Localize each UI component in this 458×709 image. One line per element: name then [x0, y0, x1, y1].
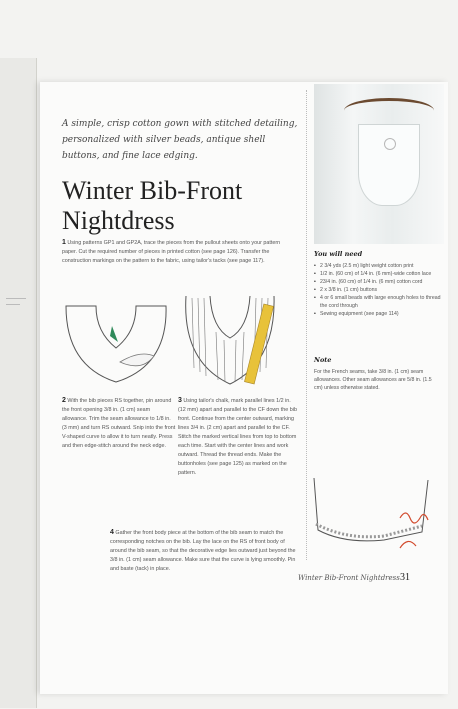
bib-shape: [358, 124, 420, 206]
step-2: [62, 396, 177, 451]
note-heading: Note: [314, 356, 332, 364]
step-number: 4: [110, 529, 114, 536]
intro-text: A simple, crisp cotton gown with stitched detailing, personalized with silver beads, antique shell buttons, and fine lace edging.: [62, 119, 298, 161]
step-number: 3: [178, 397, 182, 404]
hanger-shape: [344, 98, 434, 123]
step-text: Using tailor's chalk, mark parallel lines 1/2 in. (12 mm) apart and parallel to the CF down the bib front. Continue from the center outward, marking lines 3/4 in. (2 cm) apart and parallel to the CF. Stitch the marked vertical lines from top to bottom each time. Start with the center lines and work outward. Thread the thread ends. Make the buttonholes (see page 125) as marked on the pattern.: [178, 398, 297, 476]
page-number: 31: [400, 572, 410, 583]
list-item: • 2 x 3/8 in. (1 cm) buttons: [314, 286, 442, 294]
page-title: Winter Bib-Front Nightdress: [62, 176, 243, 235]
step-number: 2: [62, 397, 66, 404]
list-item: • 2 3/4 yds (2.5 m) light weight cotton print: [314, 262, 442, 270]
step-text: With the bib pieces RS together, pin around the front opening 3/8 in. (1 cm) seam allowance. Trim the seam allowance to 1/8 in. (3 mm) and turn RS outward. Snip into the front V-shaped curve to allow it to turn neatly. Press and then edge-stitch around the neck edge.: [62, 398, 176, 449]
nightdress-photo: [314, 84, 444, 244]
facing-page-edge: [0, 58, 37, 708]
note-text: For the French seams, take 3/8 in. (1 cm) seam allowances. Other seam allowances are 5/8 in. (1.5 cm) unless otherwise stated.: [314, 369, 432, 391]
step-text: Using patterns GP1 and GP2A, trace the pieces from the pullout sheets onto your pattern paper. Cut the required number of pieces in printed cotton (see page 126). Transfer the construction markings on the pattern to the fabric, using tailor's tacks (see page 117).: [62, 240, 281, 264]
materials-list: [314, 262, 442, 318]
step-text: Gather the front body piece at the bottom of the bib seam to match the corresponding notches on the bib. Lay the lace on the RS of front body of around the bib seam, so that the decorative edge lies outward just beyond the 3/8 in. (1 cm) seam allowance. Make sure that the curve is lying smoothly. Pin and baste (tack) in place.: [110, 530, 296, 572]
text-mark: [6, 304, 20, 305]
lace-illustration: [304, 474, 434, 568]
list-item: • 4 or 6 small beads with large enough holes to thread the cord through: [314, 294, 442, 310]
list-item: • Sewing equipment (see page 114): [314, 310, 442, 318]
step-number: 1: [62, 239, 66, 246]
you-will-need-heading: You will need: [314, 250, 363, 258]
pleat-illustration: [180, 292, 284, 392]
step-1: [62, 238, 294, 266]
running-footer: Winter Bib-Front Nightdress: [298, 574, 400, 582]
list-item: • 23/4 in. (60 cm) of 1/4 in. (6 mm) cotton cord: [314, 278, 442, 286]
bib-illustration: [62, 296, 174, 392]
bow-shape: [384, 138, 396, 150]
step-4: [110, 528, 302, 574]
list-item: • 1/2 in. (60 cm) of 1/4 in. (6 mm)-wide cotton lace: [314, 270, 442, 278]
step-3: [178, 396, 298, 478]
text-mark: [6, 298, 26, 299]
